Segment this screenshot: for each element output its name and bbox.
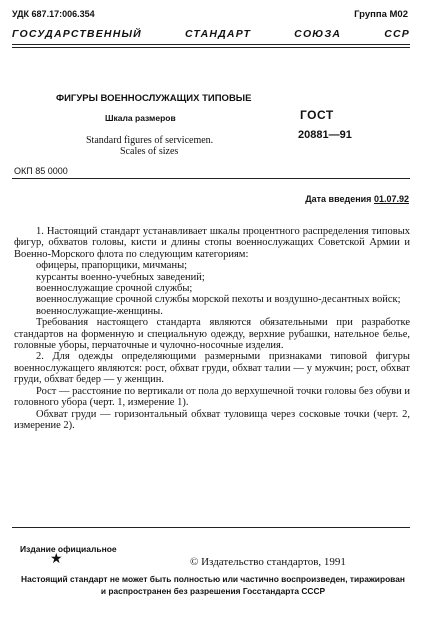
star-icon: ★ [50,552,63,567]
english-title: Standard figures of servicemen. [86,135,214,146]
paragraph-height-definition: Рост — расстояние по вертикали от пола до верхушечной точки головы без обуви и головного убора (черт. 1, измерение 1). [14,385,410,409]
footer-rule [12,527,410,528]
paragraph-requirements: Требования настоящего стандарта являются обязательными при разработке стандартов на форменную и специальную одежду, верхние рубашки, нательное белье, головные уборы, перчаточные и чулочно-носочные изделия. [14,317,410,352]
paragraph-chest-definition: Обхват груди — горизонтальный обхват туловища через сосковые точки (черт. 2, измерение 2). [14,408,410,431]
header-rule-top [12,44,410,45]
document-title: ФИГУРЫ ВОЕННОСЛУЖАЩИХ ТИПОВЫЕ [56,93,252,104]
effective-date [305,194,409,204]
english-subtitle: Scales of sizes [120,146,179,157]
list-item: курсанты военно-учебных заведений; [36,271,205,283]
effective-date-label: Дата введения [305,194,372,204]
gost-number: 20881—91 [298,129,352,141]
copyright-notice: © Издательство стандартов, 1991 [190,556,346,568]
okp-code: ОКП 85 0000 [14,166,68,176]
document-body [14,226,410,431]
udk-code: УДК 687.17:006.354 [12,9,95,19]
list-item: военнослужащие срочной службы морской пехоты и воздушно-десантных войск; [36,294,401,306]
okp-rule [12,178,410,179]
list-item: военнослужащие-женщины. [36,305,163,317]
paragraph-2: 2. Для одежды определяющими размерными признаками типовой фигуры военнослужащего являются: рост, обхват груди, обхват талии — у мужчин; рост, обхват груди, обхват бедер — у женщин. [14,351,410,386]
list-item: офицеры, прапорщики, мичманы; [36,260,188,272]
paragraph-1: 1. Настоящий стандарт устанавливает шкалы процентного распределения типовых фигур, обхватов головы, кисти и длины стопы военнослужащих Советской Армии и Военно-Морского флота по следующим категориям: [14,226,410,260]
document-subtitle: Шкала размеров [105,113,176,123]
gos-standard-heading: ГОСУДАРСТВЕННЫЙ СТАНДАРТ СОЮЗА ССР [12,28,410,40]
official-edition-label: Издание официальное [20,544,117,554]
effective-date-value: 01.07.92 [373,194,409,204]
header-rule-bottom [12,47,410,48]
list-item: военнослужащие срочной службы; [36,283,193,295]
reproduction-notice: Настоящий стандарт не может быть полностью или частично воспроизведен, тиражирован и распространен без разрешения Госстандарта СССР [21,574,405,596]
gost-label: ГОСТ [300,108,334,122]
group-code: Группа М02 [354,9,408,20]
